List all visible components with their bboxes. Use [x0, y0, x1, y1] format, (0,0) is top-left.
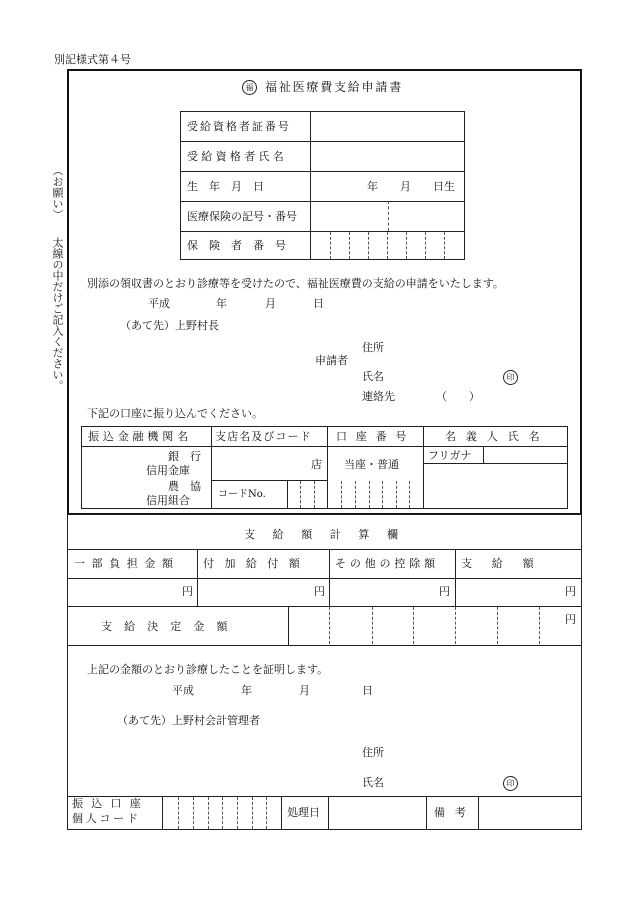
- bank-header-account: 口座番号: [336, 430, 416, 443]
- applicant-address-label: 住所: [362, 341, 384, 354]
- furigana-label: フリガナ: [428, 449, 472, 462]
- label-insurer-number: 保 険 者 番 号: [187, 239, 286, 252]
- applicant-seal-icon: 印: [503, 370, 518, 385]
- app-date-year: 年: [216, 297, 227, 310]
- calc-header-copay: 一部負担金額: [74, 557, 180, 570]
- certify-statement: 上記の金額のとおり診療したことを証明します。: [87, 663, 329, 676]
- applicant-contact-paren: （ ）: [436, 390, 480, 403]
- bank-header-branch: 支店名及びコード: [215, 430, 312, 443]
- payment-unit: 円: [565, 585, 576, 598]
- label-cert-number: 受給資格者証番号: [187, 120, 291, 133]
- addon-unit: 円: [314, 585, 325, 598]
- addressee: （あて先）上野村長: [120, 319, 219, 332]
- applicant-contact-label: 連絡先: [362, 390, 395, 403]
- processing-date-field[interactable]: [329, 797, 425, 829]
- branch-suffix: 店: [311, 458, 322, 471]
- calc-header-payment: 支 給 額: [461, 557, 538, 570]
- decision-amount-unit: 円: [565, 613, 576, 626]
- calc-title: 支 給 額 計 算 欄: [244, 528, 402, 541]
- bottom-account-label-2: 個人コード: [72, 812, 141, 825]
- certify-addressee: （あて先）上野村会計管理者: [117, 714, 260, 727]
- decision-amount-label: 支給決定金額: [101, 620, 240, 633]
- certify-date-era: 平成: [172, 684, 194, 697]
- remarks-field[interactable]: [479, 797, 581, 829]
- certify-seal-icon: 印: [503, 776, 518, 791]
- certify-name-label: 氏名: [362, 776, 384, 789]
- certify-date-day: 日: [362, 684, 373, 697]
- processing-date-label: 処理日: [287, 806, 320, 819]
- applicant-label: 申請者: [315, 354, 348, 367]
- side-note-text: 太線の中だけご記入ください。: [51, 237, 64, 391]
- calc-header-deduction: その他の控除額: [335, 557, 439, 570]
- form-number: 別記様式第４号: [54, 53, 131, 66]
- bank-type-bank[interactable]: 銀 行: [168, 450, 201, 463]
- recipient-name-field[interactable]: [311, 142, 464, 171]
- account-type[interactable]: 当座・普通: [344, 458, 399, 471]
- remarks-label: 備考: [434, 806, 476, 819]
- bank-type-kumiai[interactable]: 信用組合: [146, 494, 190, 507]
- bank-intro: 下記の口座に振り込んでください。: [87, 407, 263, 420]
- label-recipient-name: 受給資格者氏名: [187, 150, 288, 163]
- branch-code-label: コードNo.: [218, 489, 266, 500]
- calc-header-addon: 付加給付額: [203, 557, 311, 570]
- app-date-era: 平成: [148, 297, 170, 310]
- form-title: 福祉医療費支給申請書: [265, 80, 404, 94]
- cert-number-field[interactable]: [311, 112, 464, 141]
- label-birthdate: 生 年 月 日: [187, 180, 264, 193]
- bottom-account-label-1: 振込口座: [72, 797, 149, 810]
- insurance-number-field[interactable]: [311, 202, 464, 231]
- side-note-paren: （お願い）: [51, 165, 64, 220]
- applicant-name-label: 氏名: [362, 370, 384, 383]
- label-insurance-number: 医療保険の記号・番号: [187, 210, 297, 223]
- certify-date-year: 年: [241, 684, 252, 697]
- bank-header-institution: 振込金融機関名: [88, 430, 192, 443]
- birthdate-field[interactable]: 年 月 日生: [367, 180, 455, 193]
- bank-type-nokyo[interactable]: 農 協: [168, 480, 201, 493]
- bank-header-holder: 名義人氏名: [445, 430, 550, 443]
- certify-address-label: 住所: [362, 746, 384, 759]
- application-statement: 別添の領収書のとおり診療等を受けたので、福祉医療費の支給の申請をいたします。: [87, 277, 504, 290]
- copay-unit: 円: [182, 585, 193, 598]
- deduction-unit: 円: [439, 585, 450, 598]
- certify-date-month: 月: [299, 684, 310, 697]
- welfare-seal-icon: 福: [242, 80, 257, 95]
- bank-type-shinkin[interactable]: 信用金庫: [146, 464, 190, 477]
- app-date-month: 月: [265, 297, 276, 310]
- app-date-day: 日: [313, 297, 324, 310]
